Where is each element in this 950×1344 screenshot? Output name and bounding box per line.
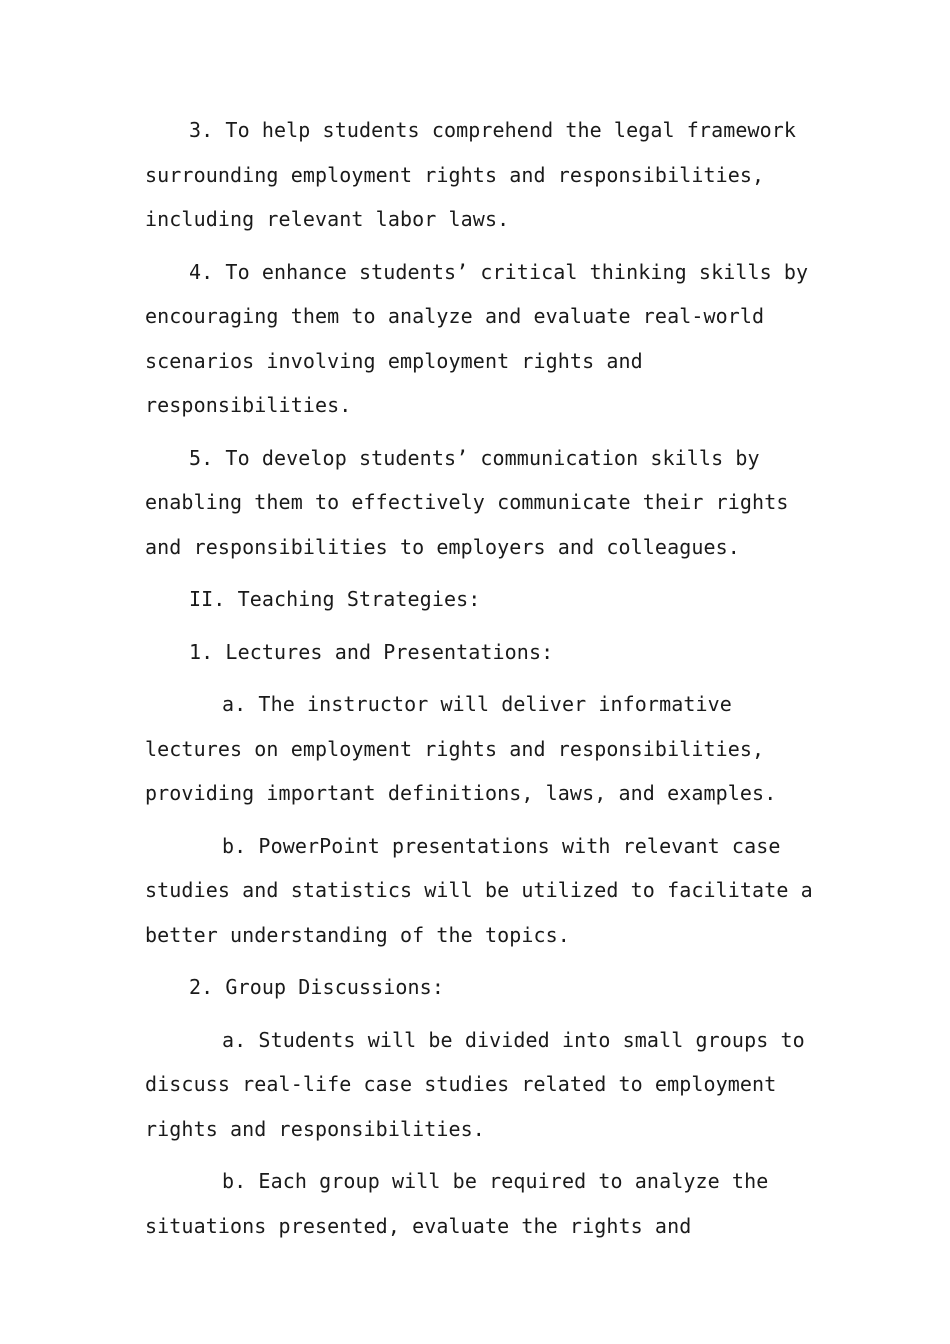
document-body bbox=[145, 108, 815, 1256]
strategy-2-heading: 2. Group Discussions: bbox=[189, 975, 444, 999]
strategy-1-heading: 1. Lectures and Presentations: bbox=[189, 639, 554, 664]
section-heading-teaching-strategies: II. Teaching Strategies: bbox=[189, 587, 481, 611]
objective-3-paragraph: 3. To help students comprehend the legal framework surrounding employment rights and responsibilities, including relevant labor laws. bbox=[145, 118, 797, 231]
objective-4-paragraph: 4. To enhance students’ critical thinking skills by encouraging them to analyze and evaluate real-world scenarios involving employment rights and responsibilities. bbox=[145, 259, 809, 417]
strategy-1b-paragraph: b. PowerPoint presentations with relevant case studies and statistics will be utilized to facilitate a better understanding of the topics. bbox=[145, 833, 813, 947]
objective-5-paragraph: 5. To develop students’ communication skills by enabling them to effectively communicate their rights and responsibilities to employers and colleagues. bbox=[145, 445, 789, 559]
strategy-2b-paragraph: b. Each group will be required to analyze the situations presented, evaluate the rights and bbox=[145, 1169, 769, 1238]
strategy-1a-paragraph: a. The instructor will deliver informative lectures on employment rights and responsibilities, providing important definitions, laws, and examples. bbox=[145, 692, 777, 805]
strategy-2a-paragraph: a. Students will be divided into small groups to discuss real-life case studies related to employment rights and responsibilities. bbox=[145, 1027, 805, 1141]
